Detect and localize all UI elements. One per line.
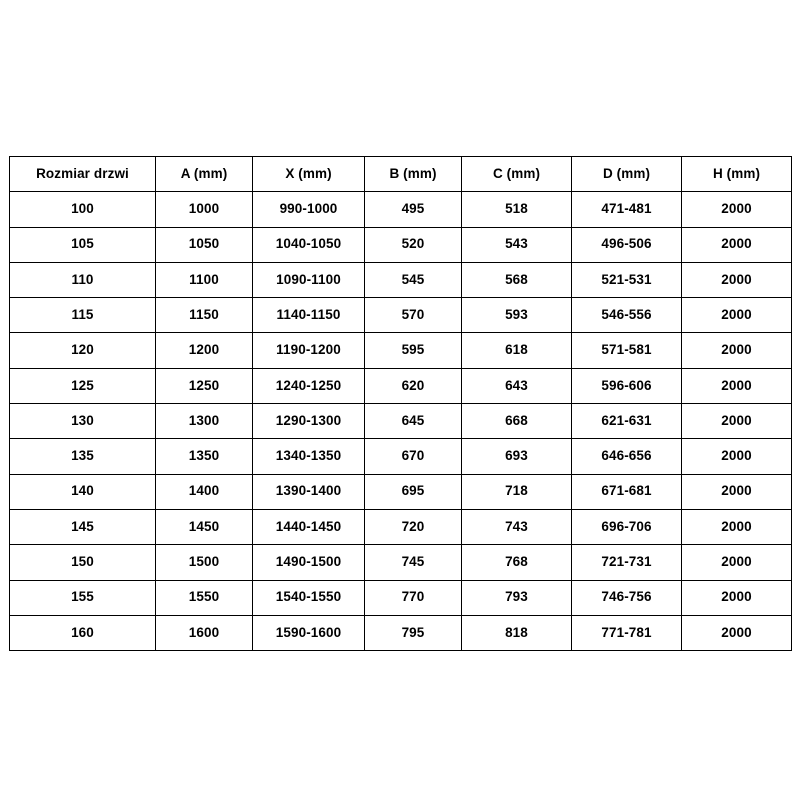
column-header-x: X (mm): [253, 157, 365, 192]
cell-c: 818: [462, 615, 572, 650]
cell-b: 545: [365, 262, 462, 297]
cell-a: 1450: [156, 509, 253, 544]
cell-a: 1200: [156, 333, 253, 368]
cell-b: 795: [365, 615, 462, 650]
cell-c: 768: [462, 545, 572, 580]
column-header-h: H (mm): [682, 157, 792, 192]
size-table-container: [9, 156, 791, 651]
cell-h: 2000: [682, 615, 792, 650]
cell-x: 990-1000: [253, 192, 365, 227]
cell-rozmiar: 125: [10, 368, 156, 403]
cell-d: 596-606: [572, 368, 682, 403]
cell-c: 568: [462, 262, 572, 297]
cell-h: 2000: [682, 439, 792, 474]
cell-rozmiar: 105: [10, 227, 156, 262]
column-header-b: B (mm): [365, 157, 462, 192]
cell-c: 743: [462, 509, 572, 544]
cell-x: 1290-1300: [253, 404, 365, 439]
cell-h: 2000: [682, 192, 792, 227]
cell-c: 718: [462, 474, 572, 509]
cell-h: 2000: [682, 509, 792, 544]
cell-d: 771-781: [572, 615, 682, 650]
cell-rozmiar: 135: [10, 439, 156, 474]
cell-c: 618: [462, 333, 572, 368]
cell-b: 770: [365, 580, 462, 615]
cell-rozmiar: 120: [10, 333, 156, 368]
cell-b: 620: [365, 368, 462, 403]
column-header-rozmiar-drzwi: Rozmiar drzwi: [10, 157, 156, 192]
cell-a: 1600: [156, 615, 253, 650]
table-row: [10, 227, 792, 262]
cell-x: 1390-1400: [253, 474, 365, 509]
cell-x: 1490-1500: [253, 545, 365, 580]
cell-b: 495: [365, 192, 462, 227]
cell-rozmiar: 100: [10, 192, 156, 227]
table-row: [10, 368, 792, 403]
cell-h: 2000: [682, 474, 792, 509]
cell-x: 1590-1600: [253, 615, 365, 650]
cell-d: 671-681: [572, 474, 682, 509]
cell-a: 1050: [156, 227, 253, 262]
table-body: [10, 192, 792, 651]
cell-x: 1540-1550: [253, 580, 365, 615]
column-header-d: D (mm): [572, 157, 682, 192]
cell-rozmiar: 155: [10, 580, 156, 615]
cell-d: 546-556: [572, 298, 682, 333]
cell-a: 1500: [156, 545, 253, 580]
cell-d: 746-756: [572, 580, 682, 615]
cell-h: 2000: [682, 262, 792, 297]
cell-a: 1350: [156, 439, 253, 474]
cell-h: 2000: [682, 545, 792, 580]
cell-b: 520: [365, 227, 462, 262]
cell-x: 1240-1250: [253, 368, 365, 403]
cell-h: 2000: [682, 580, 792, 615]
cell-c: 793: [462, 580, 572, 615]
table-row: [10, 580, 792, 615]
cell-d: 521-531: [572, 262, 682, 297]
cell-c: 593: [462, 298, 572, 333]
table-row: [10, 192, 792, 227]
cell-x: 1440-1450: [253, 509, 365, 544]
cell-d: 571-581: [572, 333, 682, 368]
table-row: [10, 262, 792, 297]
cell-d: 471-481: [572, 192, 682, 227]
table-row: [10, 509, 792, 544]
cell-rozmiar: 160: [10, 615, 156, 650]
cell-h: 2000: [682, 298, 792, 333]
cell-c: 693: [462, 439, 572, 474]
cell-x: 1040-1050: [253, 227, 365, 262]
table-row: [10, 474, 792, 509]
table-row: [10, 333, 792, 368]
cell-rozmiar: 140: [10, 474, 156, 509]
cell-a: 1250: [156, 368, 253, 403]
cell-b: 720: [365, 509, 462, 544]
cell-x: 1140-1150: [253, 298, 365, 333]
cell-a: 1400: [156, 474, 253, 509]
table-row: [10, 439, 792, 474]
cell-b: 695: [365, 474, 462, 509]
cell-d: 696-706: [572, 509, 682, 544]
cell-h: 2000: [682, 333, 792, 368]
cell-h: 2000: [682, 368, 792, 403]
table-row: [10, 298, 792, 333]
cell-x: 1090-1100: [253, 262, 365, 297]
cell-h: 2000: [682, 404, 792, 439]
cell-c: 643: [462, 368, 572, 403]
cell-b: 670: [365, 439, 462, 474]
cell-x: 1190-1200: [253, 333, 365, 368]
table-head: [10, 157, 792, 192]
table-header-row: [10, 157, 792, 192]
cell-c: 543: [462, 227, 572, 262]
cell-a: 1100: [156, 262, 253, 297]
cell-rozmiar: 130: [10, 404, 156, 439]
cell-rozmiar: 150: [10, 545, 156, 580]
cell-a: 1150: [156, 298, 253, 333]
cell-d: 496-506: [572, 227, 682, 262]
column-header-a: A (mm): [156, 157, 253, 192]
cell-d: 621-631: [572, 404, 682, 439]
cell-b: 645: [365, 404, 462, 439]
cell-a: 1000: [156, 192, 253, 227]
cell-rozmiar: 115: [10, 298, 156, 333]
cell-b: 745: [365, 545, 462, 580]
cell-rozmiar: 110: [10, 262, 156, 297]
cell-d: 646-656: [572, 439, 682, 474]
cell-b: 595: [365, 333, 462, 368]
cell-d: 721-731: [572, 545, 682, 580]
cell-rozmiar: 145: [10, 509, 156, 544]
cell-b: 570: [365, 298, 462, 333]
column-header-c: C (mm): [462, 157, 572, 192]
table-row: [10, 615, 792, 650]
cell-x: 1340-1350: [253, 439, 365, 474]
cell-c: 668: [462, 404, 572, 439]
cell-a: 1300: [156, 404, 253, 439]
table-row: [10, 404, 792, 439]
cell-h: 2000: [682, 227, 792, 262]
door-size-table: [9, 156, 792, 651]
cell-a: 1550: [156, 580, 253, 615]
cell-c: 518: [462, 192, 572, 227]
table-row: [10, 545, 792, 580]
